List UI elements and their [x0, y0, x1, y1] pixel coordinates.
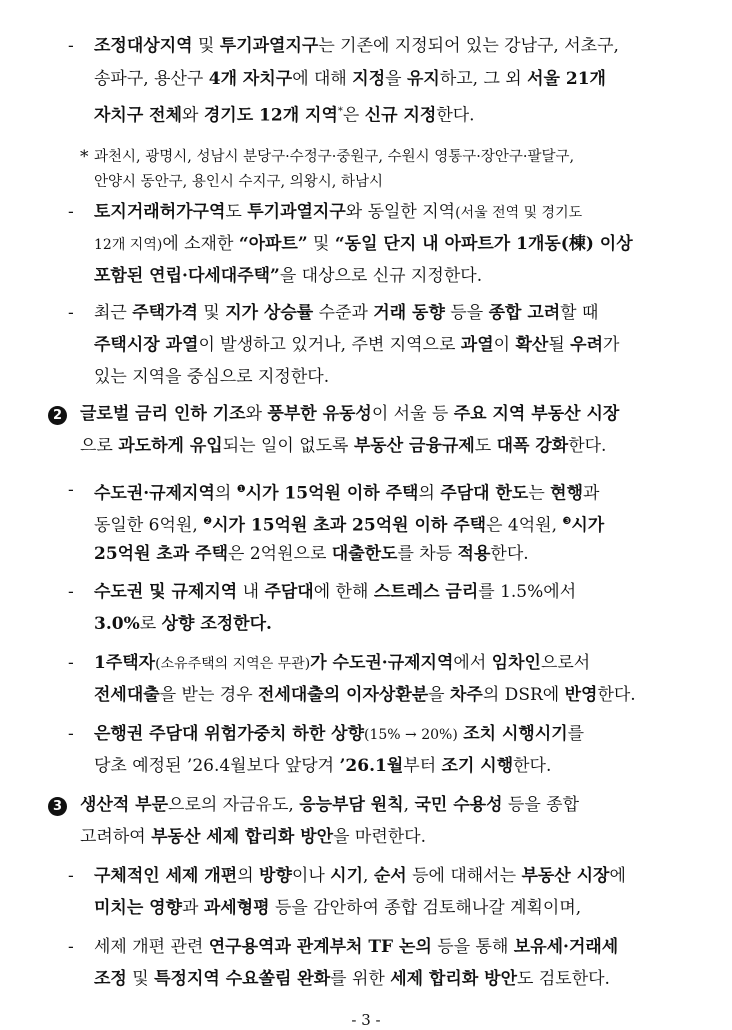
text-run: 수도권·규제지역	[332, 653, 454, 673]
text-line	[80, 826, 426, 848]
text-run: 과세형평	[203, 898, 270, 918]
text-run: 서울 21개	[527, 69, 606, 89]
text-run: 할 때	[560, 303, 599, 323]
text-run: 시가	[571, 515, 605, 536]
text-run: 에서	[453, 653, 492, 673]
text-run: “동일 단지 내 아파트가 1개동(棟) 이상	[334, 234, 633, 254]
text-run: 미치는 영향	[94, 898, 183, 918]
text-run: 으로	[80, 436, 119, 456]
text-run: ❷	[203, 516, 213, 527]
text-run: 내	[237, 582, 265, 602]
text-run: 은 2억원으로	[228, 544, 332, 564]
text-run: 등을	[444, 303, 489, 323]
text-run: 한다.	[436, 105, 475, 126]
text-run: 대폭 강화	[496, 436, 569, 456]
text-run: (소유주택의 지역은 무관)	[155, 656, 311, 672]
text-line	[94, 479, 599, 505]
text-run: 에 한해	[313, 582, 374, 602]
text-run: 한다.	[513, 756, 552, 776]
text-run: 자치구 전체	[94, 105, 183, 126]
text-run: 거래 동향	[373, 303, 445, 323]
text-run: “아파트”	[238, 234, 308, 254]
text-run: 조기 시행	[441, 756, 514, 776]
text-run: 를	[567, 724, 585, 744]
text-run: 은	[342, 105, 365, 126]
text-run: 투기과열지구	[247, 202, 346, 222]
text-run: 에 소재한	[162, 234, 239, 254]
section-number: 2	[48, 406, 67, 425]
text-run: 전세대출	[94, 685, 160, 705]
text-run: 12개 지역)	[94, 237, 163, 253]
text-run: 송파구, 용산구	[94, 69, 209, 89]
dash-marker: -	[68, 582, 74, 602]
text-run: 을 마련한다.	[333, 827, 426, 847]
text-line	[94, 101, 475, 127]
text-line	[94, 543, 529, 565]
text-run: 주요 지역 부동산 시장	[453, 404, 620, 424]
text-run: 및	[307, 234, 335, 254]
text-run: 는 기존에 지정되어 있는 강남구, 서초구,	[318, 36, 619, 56]
text-run: 경기도 12개 지역	[203, 105, 338, 126]
text-run: 응능부담 원칙	[299, 795, 404, 815]
text-run: 주택가격	[132, 303, 198, 323]
dash-marker: -	[68, 724, 74, 744]
text-run: (15% → 20%)	[364, 727, 458, 743]
text-run: 3.0%	[94, 614, 140, 634]
text-run: 특정지역 수요쏠림 완화	[154, 969, 331, 989]
text-line	[94, 233, 633, 256]
text-run: 의	[214, 483, 237, 504]
text-run: 부동산 금융규제	[353, 436, 475, 456]
text-line	[94, 334, 619, 356]
text-run: ,	[363, 866, 374, 886]
text-run: 포함된 연립·다세대주택”	[94, 266, 280, 286]
text-line	[94, 897, 581, 919]
dash-marker: -	[68, 202, 74, 222]
text-run: 를 차등	[397, 544, 458, 564]
text-run: 에	[609, 866, 626, 886]
text-run: 와	[245, 404, 268, 424]
text-run: 은행권 주담대 위험가중치 하한 상향	[94, 724, 365, 744]
text-run: 수도권 및 규제지역	[94, 582, 238, 602]
text-run: 연구용역과 관계부처 TF 논의	[208, 937, 432, 957]
text-run: 신규 지정	[364, 105, 437, 126]
text-run: 이 서울 등	[371, 404, 454, 424]
text-run: 세제 합리화 방안	[390, 969, 518, 989]
text-run: 가	[603, 335, 620, 355]
text-run: 와	[182, 105, 204, 126]
text-run: *	[337, 106, 343, 117]
text-run: 4개 자치구	[208, 69, 293, 89]
text-run: ❶	[236, 484, 246, 495]
text-run: 확산	[515, 335, 549, 355]
text-run: 최근	[94, 303, 133, 323]
text-run: 한다.	[490, 544, 529, 564]
text-line	[94, 171, 383, 193]
text-run: 전세대출의 이자상환분	[258, 685, 429, 705]
text-line	[94, 936, 618, 958]
text-run: 조정	[94, 969, 127, 989]
text-run: 및	[126, 969, 155, 989]
text-run: 지가 상승률	[225, 303, 314, 323]
text-run: 등을 감안하여 종합 검토해나갈 계획이며,	[269, 898, 582, 918]
text-line	[94, 684, 636, 706]
text-run: 구체적인 세제 개편	[94, 866, 238, 886]
text-run: 시가 15억원 이하 주택	[245, 483, 419, 504]
text-run: 이	[493, 335, 516, 355]
text-run: 을 받는 경우	[159, 685, 259, 705]
dash-marker: -	[68, 653, 74, 673]
text-run: 보유세·거래세	[513, 937, 619, 957]
text-run: 도	[225, 202, 248, 222]
text-run: 토지거래허가구역	[94, 202, 226, 222]
text-run: 에 대해	[292, 69, 353, 89]
page-number: - 3 -	[351, 1011, 381, 1029]
text-run: 도	[474, 436, 497, 456]
text-line	[94, 652, 590, 675]
text-line	[94, 201, 582, 224]
text-run: ❸	[562, 516, 572, 527]
text-line	[94, 35, 619, 57]
text-run: 지정	[352, 69, 386, 89]
text-run: 을 대상으로 신규 지정한다.	[279, 266, 483, 286]
text-run: 는	[528, 483, 551, 504]
text-run: 부터	[403, 756, 442, 776]
text-run: 한다.	[597, 685, 636, 705]
text-run: 을	[428, 685, 450, 705]
text-run: 되는 일이 없도록	[222, 436, 354, 456]
text-run: 의 DSR에	[482, 685, 565, 705]
text-run: 을	[385, 69, 407, 89]
text-run: 가	[310, 653, 333, 673]
text-run: 풍부한 유동성	[267, 404, 372, 424]
text-run: 대출한도	[331, 544, 398, 564]
text-run: 유지	[406, 69, 440, 89]
text-run: 조정대상지역	[94, 36, 193, 56]
dash-marker: -	[68, 937, 74, 957]
text-line	[80, 435, 606, 457]
text-run: 당초 예정된 ’26.4월보다 앞당겨	[94, 756, 340, 776]
text-run: 으로의 자금유도,	[168, 795, 300, 815]
text-run: 과	[583, 483, 600, 504]
dash-marker: -	[68, 866, 74, 886]
text-line	[94, 265, 482, 287]
text-run: 세제 개편 관련	[94, 937, 209, 957]
text-run: 과열	[460, 335, 494, 355]
text-run: 우려	[570, 335, 604, 355]
text-run: 스트레스 금리	[373, 582, 479, 602]
text-run: 를 1.5%에서	[478, 582, 577, 602]
text-run: 등을 통해	[431, 937, 514, 957]
text-run: 은 4억원,	[486, 515, 563, 536]
text-run: 순서	[373, 866, 407, 886]
text-run: 시가 15억원 초과 25억원 이하 주택	[212, 515, 487, 536]
text-run: 한다.	[568, 436, 607, 456]
text-line	[94, 755, 551, 777]
text-run: 으로서	[540, 653, 591, 673]
text-run: 의	[418, 483, 441, 504]
text-run: 글로벌 금리 인하 기조	[80, 404, 246, 424]
footnote-marker: *	[80, 147, 89, 167]
text-run: 등에 대해서는	[406, 866, 522, 886]
text-run: 1주택자	[94, 653, 156, 673]
section-number: 3	[48, 797, 67, 816]
text-run: 주담대	[264, 582, 314, 602]
text-line	[94, 146, 574, 168]
text-run: 이나	[291, 866, 331, 886]
text-line	[80, 794, 579, 816]
text-line	[94, 302, 598, 324]
text-run: 도 검토한다.	[517, 969, 610, 989]
text-run: 조치 시행시기	[463, 724, 568, 744]
section-number-badge	[48, 403, 67, 425]
text-run: 투기과열지구	[219, 36, 319, 56]
text-line	[94, 723, 584, 746]
text-run: ’26.1월	[339, 756, 404, 776]
text-line	[94, 366, 329, 388]
text-run: 현행	[550, 483, 584, 504]
text-run: 상향 조정한다.	[161, 614, 272, 634]
text-run: 과천시, 광명시, 성남시 분당구·수정구·중원구, 수원시 영통구·장안구·팔달구,	[94, 149, 575, 165]
text-run: 를 위한	[330, 969, 391, 989]
text-run: 부동산 시장	[521, 866, 610, 886]
text-line	[94, 511, 604, 537]
text-run: (서울 전역 및 경기도	[455, 205, 583, 221]
text-run: 될	[548, 335, 571, 355]
dash-marker: -	[68, 303, 74, 323]
text-run: 생산적 부문	[80, 795, 169, 815]
text-run: 시기	[330, 866, 364, 886]
text-run: 로	[139, 614, 162, 634]
text-run: 의	[237, 866, 260, 886]
text-run: 주택시장 과열	[94, 335, 199, 355]
text-run: 국민 수용성	[414, 795, 503, 815]
text-run: 및	[192, 36, 220, 56]
text-run: 방향	[259, 866, 292, 886]
text-line	[94, 613, 272, 635]
text-run: 있는 지역을 중심으로 지정한다.	[94, 367, 330, 387]
text-run: 과	[182, 898, 204, 918]
text-run: 하고, 그 외	[439, 69, 528, 89]
text-run: 주담대 한도	[440, 483, 529, 504]
text-run: 등을 종합	[502, 795, 579, 815]
text-run: 차주	[450, 685, 483, 705]
text-run: 수도권·규제지역	[94, 483, 215, 504]
text-line	[94, 581, 576, 603]
dash-marker: -	[68, 480, 74, 500]
dash-marker: -	[68, 36, 74, 56]
text-line	[80, 403, 619, 425]
text-run: 종합 고려	[488, 303, 561, 323]
text-line	[94, 865, 626, 887]
section-number-badge	[48, 794, 67, 816]
text-line	[94, 68, 606, 90]
text-run: 임차인	[491, 653, 541, 673]
text-line	[94, 968, 610, 990]
text-run: 수준과	[313, 303, 374, 323]
text-run: 과도하게 유입	[118, 436, 223, 456]
text-run: 반영	[564, 685, 598, 705]
text-run: 이 발생하고 있거나, 주변 지역으로	[198, 335, 461, 355]
text-run: 및	[197, 303, 226, 323]
text-run: 안양시 동안구, 용인시 수지구, 의왕시, 하남시	[94, 174, 383, 190]
text-run: 적용	[457, 544, 491, 564]
text-run: 동일한 6억원,	[94, 515, 204, 536]
text-run: 25억원 초과 주택	[94, 544, 229, 564]
text-run: 부동산 세제 합리화 방안	[151, 827, 334, 847]
text-run: 와 동일한 지역	[345, 202, 456, 222]
text-run: ,	[403, 795, 415, 815]
text-run: 고려하여	[80, 827, 152, 847]
